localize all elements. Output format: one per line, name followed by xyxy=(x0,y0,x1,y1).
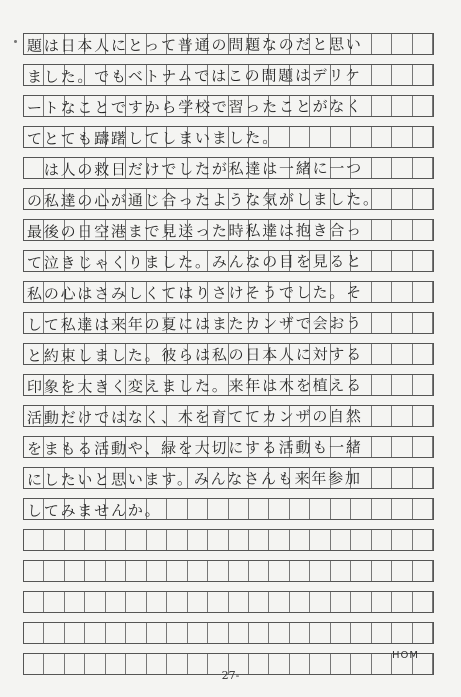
manuscript-row xyxy=(23,33,434,55)
grid-cell xyxy=(65,623,85,643)
grid-cell xyxy=(351,530,371,550)
manuscript-row xyxy=(23,157,434,179)
grid-cell xyxy=(290,623,310,643)
grid-cell xyxy=(392,623,412,643)
grid-cell xyxy=(167,592,187,612)
manuscript-row xyxy=(23,591,434,613)
manuscript-row xyxy=(23,405,434,427)
grid-cell xyxy=(65,561,85,581)
grid-cell xyxy=(126,561,146,581)
grid-cell xyxy=(44,561,64,581)
handwritten-line: をまもる活動や、緑を大切にする活動も一緒 xyxy=(26,438,363,459)
grid-cell xyxy=(249,592,269,612)
manuscript-row xyxy=(23,250,434,272)
grid-cell xyxy=(24,592,44,612)
grid-cell xyxy=(269,561,289,581)
grid-cell xyxy=(188,623,208,643)
grid-cell xyxy=(106,592,126,612)
grid-cell xyxy=(147,623,167,643)
manuscript-row xyxy=(23,529,434,551)
grid-cell xyxy=(249,530,269,550)
handwritten-line: と約束しました。彼らは私の日本人に対する xyxy=(26,345,364,366)
grid-cell xyxy=(229,561,249,581)
grid-cell xyxy=(413,623,433,643)
manuscript-row xyxy=(23,95,434,117)
handwritten-line: て泣きじゃくりました。みんなの目を見ると xyxy=(26,252,364,273)
handwritten-line: 私の心はさみしくてはりさけそうでした。そ xyxy=(26,283,364,304)
grid-cell xyxy=(249,561,269,581)
handwritten-line: してみませんか。 xyxy=(26,501,162,521)
grid-cell xyxy=(392,530,412,550)
grid-cell xyxy=(44,623,64,643)
grid-cell xyxy=(147,530,167,550)
grid-cell xyxy=(372,561,392,581)
grid-cell xyxy=(126,623,146,643)
handwritten-line: は人の救日だけでしたが私達は一緒に一つ xyxy=(26,159,364,180)
grid-cell xyxy=(372,623,392,643)
handwritten-line: にしたいと思います。みんなさんも来年参加 xyxy=(26,469,362,490)
grid-cell xyxy=(269,592,289,612)
grid-cell xyxy=(229,592,249,612)
handwritten-line: てとても躊躇してしまいました。 xyxy=(26,128,280,149)
manuscript-row xyxy=(23,188,434,210)
grid-cell xyxy=(290,592,310,612)
grid-cell xyxy=(147,592,167,612)
manuscript-row xyxy=(23,498,434,520)
grid-cell xyxy=(290,561,310,581)
grid-cell xyxy=(392,592,412,612)
manuscript-row xyxy=(23,126,434,148)
grid-cell xyxy=(65,530,85,550)
handwritten-line: ートなことですから学校で習ったことがなく xyxy=(26,97,364,118)
grid-cell xyxy=(413,530,433,550)
manuscript-row xyxy=(23,622,434,644)
grid-cell xyxy=(24,623,44,643)
manuscript-row xyxy=(23,281,434,303)
manuscript-row xyxy=(23,343,434,365)
grid-cell xyxy=(167,530,187,550)
manuscript-row xyxy=(23,374,434,396)
grid-cell xyxy=(229,623,249,643)
grid-cell xyxy=(65,592,85,612)
grid-cell xyxy=(372,592,392,612)
grid-cell xyxy=(126,592,146,612)
handwritten-line: 活動だけではなく、木を育ててカンザの自然 xyxy=(26,407,363,428)
grid-cell xyxy=(126,530,146,550)
manuscript-row xyxy=(23,467,434,489)
grid-cell xyxy=(208,530,228,550)
grid-cell xyxy=(208,623,228,643)
margin-mark xyxy=(14,40,17,43)
grid-cell xyxy=(351,561,371,581)
manuscript-row xyxy=(23,219,434,241)
grid-cell xyxy=(413,592,433,612)
grid-cell xyxy=(188,592,208,612)
grid-cell xyxy=(269,623,289,643)
grid-cell xyxy=(188,530,208,550)
manuscript-grid xyxy=(23,33,434,684)
grid-cell xyxy=(310,530,330,550)
page-number: 27- xyxy=(221,669,240,682)
grid-cell xyxy=(413,561,433,581)
grid-cell xyxy=(331,623,351,643)
manuscript-row xyxy=(23,64,434,86)
grid-cell xyxy=(208,561,228,581)
grid-cell xyxy=(290,530,310,550)
manuscript-row xyxy=(23,436,434,458)
grid-cell xyxy=(331,561,351,581)
grid-cell xyxy=(249,623,269,643)
grid-cell xyxy=(85,530,105,550)
grid-cell xyxy=(44,592,64,612)
handwritten-line: 印象を大きく変えました。来年は木を植える xyxy=(26,376,364,397)
author-initials: HOM xyxy=(392,650,420,661)
manuscript-row xyxy=(23,312,434,334)
grid-cell xyxy=(106,530,126,550)
grid-cell xyxy=(310,561,330,581)
grid-cell xyxy=(229,530,249,550)
grid-cell xyxy=(351,623,371,643)
grid-cell xyxy=(208,592,228,612)
handwritten-line: の私達の心が通じ合ったような気がしました。 xyxy=(26,190,380,211)
grid-cell xyxy=(310,623,330,643)
grid-cell xyxy=(106,561,126,581)
grid-cell xyxy=(331,530,351,550)
grid-cell xyxy=(331,592,351,612)
grid-cell xyxy=(24,561,44,581)
grid-cell xyxy=(188,561,208,581)
grid-cell xyxy=(351,592,371,612)
grid-cell xyxy=(85,623,105,643)
grid-cell xyxy=(310,592,330,612)
grid-cell xyxy=(167,561,187,581)
grid-cell xyxy=(147,561,167,581)
grid-cell xyxy=(269,530,289,550)
grid-cell xyxy=(85,561,105,581)
handwritten-line: 最後の日空港まで見送った時私達は抱き合っ xyxy=(26,221,364,242)
grid-cell xyxy=(24,530,44,550)
manuscript-row xyxy=(23,560,434,582)
grid-cell xyxy=(44,530,64,550)
handwritten-line: して私達は来年の夏にはまたカンザで会おう xyxy=(26,314,364,335)
grid-cell xyxy=(85,592,105,612)
grid-cell xyxy=(106,623,126,643)
handwritten-line: 題は日本人にとって普通の問題なのだと思い xyxy=(26,35,363,56)
handwritten-line: ました。でもベトナムではこの問題はデリケ xyxy=(26,66,362,87)
grid-cell xyxy=(392,561,412,581)
grid-cell xyxy=(167,623,187,643)
grid-cell xyxy=(372,530,392,550)
